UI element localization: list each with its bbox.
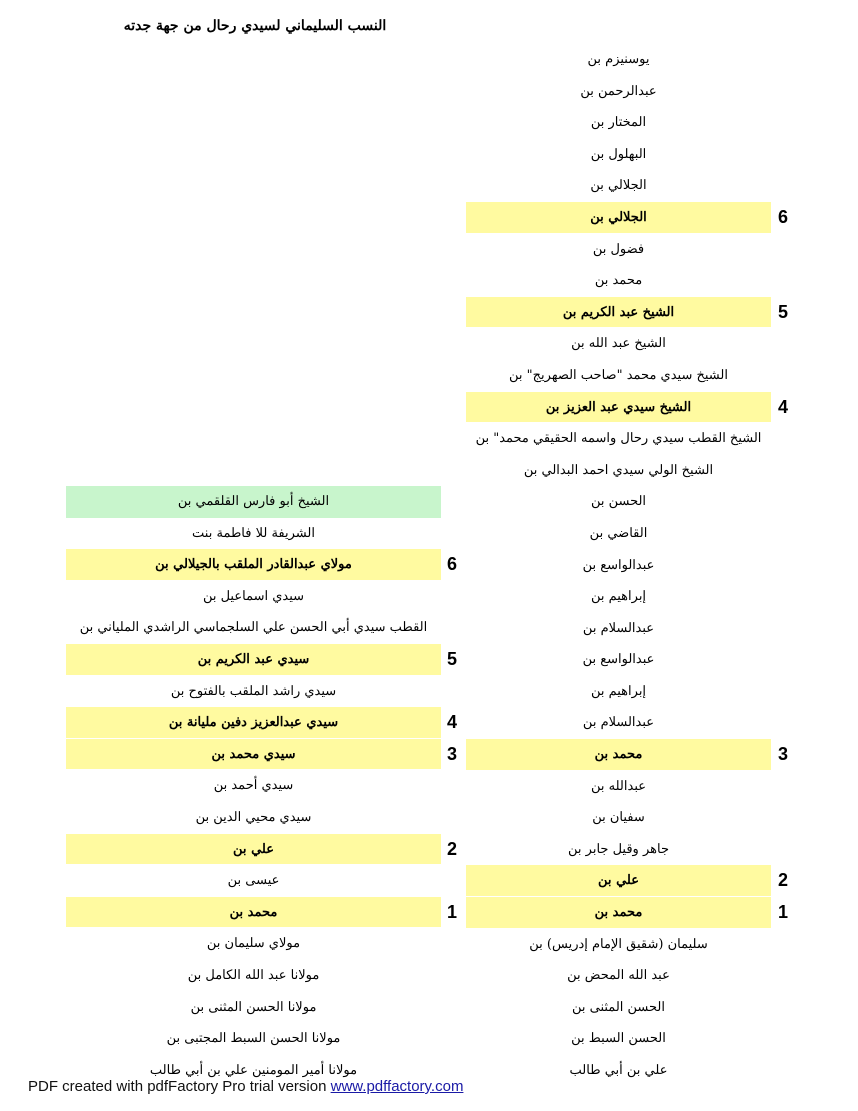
generation-number: 6 — [447, 554, 458, 575]
lineage-name: علي بن — [233, 841, 274, 857]
right-lineage-row — [466, 834, 771, 866]
right-lineage-row — [466, 992, 771, 1024]
right-lineage-row — [466, 76, 771, 108]
lineage-name: عبدالسلام بن — [582, 620, 655, 636]
lineage-name: محمد بن — [594, 905, 643, 921]
lineage-name: مولاي عبدالقادر الملقب بالجيلالي بن — [155, 557, 352, 573]
lineage-name: علي بن — [598, 873, 639, 889]
left-lineage-row — [66, 960, 441, 992]
left-lineage-row — [66, 1023, 441, 1055]
generation-number: 3 — [778, 744, 789, 765]
lineage-name: القطب سيدي أبي الحسن علي السلجماسي الراشدي الملياني بن — [79, 620, 428, 636]
right-lineage-row — [466, 423, 771, 455]
left-lineage-row — [66, 518, 441, 550]
right-lineage-row — [466, 360, 771, 392]
lineage-name: الحسن المثنى بن — [571, 999, 665, 1015]
lineage-name: جاهر وقيل جابر بن — [568, 841, 669, 857]
right-lineage-row — [466, 550, 771, 582]
lineage-name: مولانا الحسن المثنى بن — [190, 999, 317, 1015]
right-lineage-row — [466, 771, 771, 803]
generation-number: 2 — [778, 870, 789, 891]
lineage-name: مولاي سليمان بن — [206, 936, 301, 952]
lineage-name: الشيخ القطب سيدي رحال واسمه الحقيقي محمد" بن — [475, 431, 762, 447]
right-lineage-row — [466, 234, 771, 266]
lineage-name: سيدي اسماعيل بن — [202, 588, 305, 604]
lineage-name: يوسنيزم بن — [587, 52, 650, 67]
right-lineage-row — [466, 139, 771, 171]
lineage-name: الشيخ عبد الله بن — [571, 336, 666, 352]
right-lineage-row — [466, 297, 789, 329]
left-lineage-row — [66, 770, 441, 802]
lineage-name: مولانا عبد الله الكامل بن — [187, 967, 320, 983]
lineage-name: الشيخ سيدي عبد العزيز بن — [545, 399, 692, 415]
right-lineage-row — [466, 897, 789, 929]
left-lineage-row — [66, 676, 441, 708]
lineage-name: عبدالرحمن بن — [580, 83, 657, 99]
lineage-name: عبدالواسع بن — [582, 557, 655, 573]
left-lineage-row — [66, 865, 441, 897]
generation-number: 4 — [447, 712, 458, 733]
generation-number: 6 — [778, 206, 789, 227]
left-lineage-row — [66, 802, 441, 834]
right-lineage-row — [466, 929, 771, 961]
lineage-name: الحسن بن — [590, 494, 647, 510]
lineage-name: سيدي عبد الكريم بن — [197, 651, 310, 667]
right-lineage-row — [466, 613, 771, 645]
right-lineage-row — [466, 1055, 771, 1087]
right-lineage-row — [466, 486, 771, 518]
right-lineage-row — [466, 328, 771, 360]
right-lineage-row — [466, 802, 771, 834]
right-lineage-row — [466, 960, 771, 992]
lineage-name: الجلالي بن — [590, 209, 647, 225]
lineage-name: علي بن أبي طالب — [569, 1063, 668, 1078]
lineage-name: مولانا أمير المومنين علي بن أبي طالب — [149, 1062, 358, 1078]
left-lineage-row — [66, 897, 458, 929]
lineage-name: الشيخ سيدي محمد "صاحب الصهريج" بن — [509, 367, 728, 383]
generation-number: 1 — [778, 902, 789, 923]
left-lineage-row — [66, 992, 441, 1024]
right-lineage-row — [466, 644, 771, 676]
lineage-name: سيدي محيي الدين بن — [195, 809, 312, 825]
lineage-name: الحسن السبط بن — [571, 1031, 666, 1047]
left-lineage-row — [66, 739, 458, 771]
lineage-name: إبراهيم بن — [590, 589, 647, 605]
footer — [28, 1078, 463, 1095]
lineage-name: سيدي عبدالعزيز دفين مليانة بن — [168, 715, 339, 731]
lineage-name: محمد بن — [594, 747, 643, 763]
generation-number: 5 — [778, 301, 789, 322]
lineage-name: سفيان بن — [592, 810, 645, 826]
lineage-name: الجلالي بن — [590, 178, 647, 194]
right-lineage-row — [466, 865, 789, 897]
lineage-name: القاضي بن — [589, 525, 648, 541]
left-lineage-row — [66, 707, 458, 739]
lineage-name: البهلول بن — [590, 146, 647, 162]
lineage-name: محمد بن — [229, 904, 278, 920]
lineage-name: سيدي محمد بن — [211, 746, 296, 762]
right-lineage-row — [466, 455, 771, 487]
left-lineage-row — [66, 644, 458, 676]
right-lineage-row — [466, 739, 789, 771]
page-title: النسب السليماني لسيدي رحال من جهة جدته — [123, 18, 387, 34]
lineage-name: الشيخ عبد الكريم بن — [562, 304, 675, 320]
right-lineage-row — [466, 170, 771, 202]
right-lineage-row — [466, 44, 771, 76]
lineage-name: سيدي أحمد بن — [213, 778, 294, 794]
lineage-name: سليمان (شقيق الإمام إدريس) بن — [529, 936, 708, 952]
lineage-name: مولانا الحسن السبط المجتبى بن — [166, 1031, 341, 1047]
left-lineage-row — [66, 612, 441, 644]
right-lineage-row — [466, 707, 771, 739]
right-lineage-row — [466, 392, 789, 424]
lineage-name: الشيخ الولي سيدي احمد البدالي بن — [523, 462, 714, 478]
right-lineage-row — [466, 518, 771, 550]
generation-number: 3 — [447, 743, 458, 764]
generation-number: 4 — [778, 396, 789, 417]
left-lineage-column — [66, 486, 458, 1086]
right-lineage-row — [466, 676, 771, 708]
right-lineage-row — [466, 265, 771, 297]
lineage-name: عبدالواسع بن — [582, 652, 655, 668]
lineage-name: الشيخ أبو فارس القلقمي بن — [177, 494, 330, 509]
generation-number: 2 — [447, 838, 458, 859]
generation-number: 1 — [447, 901, 458, 922]
right-lineage-row — [466, 581, 771, 613]
right-lineage-column — [466, 44, 789, 1087]
lineage-name: المختار بن — [590, 115, 647, 131]
lineage-name: عيسى بن — [227, 873, 280, 889]
generation-number: 5 — [447, 648, 458, 669]
lineage-name: عبد الله المحض بن — [567, 968, 670, 984]
left-lineage-row — [66, 834, 458, 866]
left-lineage-row — [66, 581, 441, 613]
lineage-name: سيدي راشد الملقب بالفتوح بن — [170, 683, 337, 699]
footer-link[interactable]: www.pdffactory.com — [330, 1078, 464, 1095]
lineage-name: محمد بن — [594, 273, 643, 289]
lineage-name: الشريفة للا فاطمة بنت — [192, 525, 315, 541]
right-lineage-row — [466, 1023, 771, 1055]
right-lineage-row — [466, 202, 789, 234]
left-lineage-row — [66, 928, 441, 960]
left-lineage-row — [66, 486, 441, 518]
lineage-name: عبدالسلام بن — [582, 715, 655, 731]
lineage-name: فضول بن — [592, 241, 645, 257]
right-lineage-row — [466, 107, 771, 139]
lineage-name: إبراهيم بن — [590, 683, 647, 699]
lineage-name: عبدالله بن — [591, 778, 646, 794]
left-lineage-row — [66, 549, 458, 581]
footer-text: PDF created with pdfFactory Pro trial version — [28, 1078, 331, 1095]
